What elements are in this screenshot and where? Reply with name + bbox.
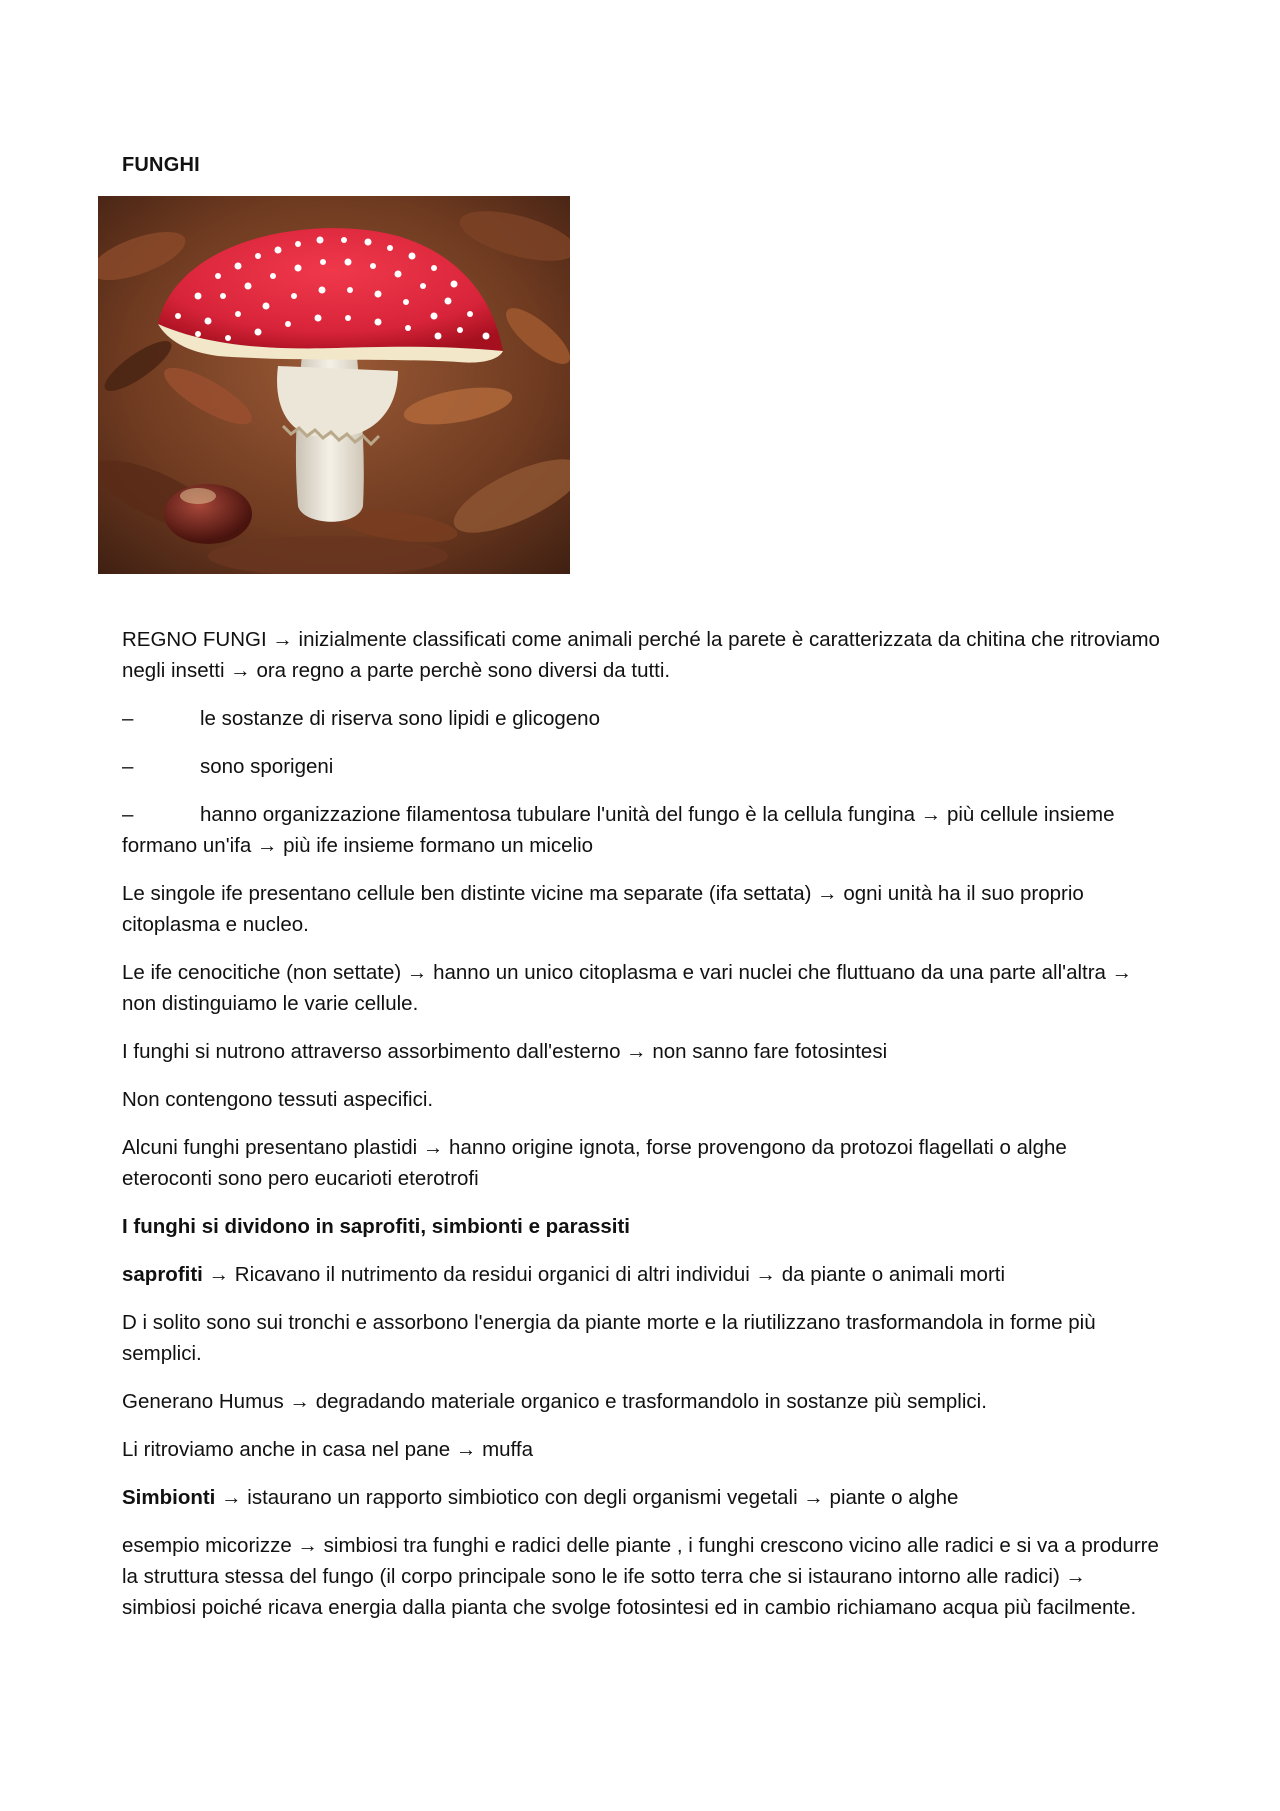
- paragraph: Li ritroviamo anche in casa nel pane → muffa: [122, 1438, 533, 1461]
- bold-text: I funghi si dividono in saprofiti, simbionti e parassiti: [122, 1215, 630, 1238]
- document-body: [122, 624, 1162, 1640]
- list-item: [122, 703, 1162, 734]
- section-heading: [122, 1211, 1162, 1242]
- list-marker: –: [122, 803, 134, 826]
- list-item: [122, 799, 1162, 861]
- paragraph-text: → Ricavano il nutrimento da residui organici di altri individui → da piante o animali morti: [202, 1263, 1006, 1286]
- mushroom-illustration: [98, 196, 570, 574]
- paragraph-text: → istaurano un rapporto simbiotico con degli organismi vegetali → piante o alghe: [215, 1486, 959, 1509]
- paragraph: esempio micorizze → simbiosi tra funghi e radici delle piante , i funghi crescono vicino alle radici e si va a produrre la struttura stessa del fungo (il corpo principale sono le ife sotto terra che si istaurano intorno alle radici) → simbiosi poiché ricava energia dalla pianta che svolge fotosintesi ed in cambio richiamano acqua più facilmente.: [122, 1534, 1159, 1619]
- list-item-text: hanno organizzazione filamentosa tubulare l'unità del fungo è la cellula fungina → più cellule insieme formano un'ifa → più ife insieme formano un micelio: [122, 803, 1115, 857]
- paragraph: REGNO FUNGI → inizialmente classificati come animali perché la parete è caratterizzata da chitina che ritroviamo negli insetti → ora regno a parte perchè sono diversi da tutti.: [122, 628, 1160, 682]
- list-item: [122, 751, 1162, 782]
- mushroom-photo: [98, 196, 570, 574]
- paragraph: [122, 1259, 1162, 1290]
- paragraph: D i solito sono sui tronchi e assorbono l'energia da piante morte e la riutilizzano trasformandola in forme più semplici.: [122, 1311, 1096, 1365]
- paragraph: Generano Humus → degradando materiale organico e trasformandolo in sostanze più semplici.: [122, 1390, 987, 1413]
- paragraph: Non contengono tessuti aspecifici.: [122, 1088, 434, 1111]
- paragraph: Le ife cenocitiche (non settate) → hanno un unico citoplasma e vari nuclei che fluttuano da una parte all'altra → non distinguiamo le varie cellule.: [122, 961, 1133, 1015]
- term-simbionti: Simbionti: [122, 1486, 216, 1509]
- page-title: FUNGHI: [122, 154, 200, 176]
- paragraph: I funghi si nutrono attraverso assorbimento dall'esterno → non sanno fare fotosintesi: [122, 1040, 888, 1063]
- paragraph: Alcuni funghi presentano plastidi → hanno origine ignota, forse provengono da protozoi flagellati o alghe eteroconti sono pero eucarioti eterotrofi: [122, 1136, 1067, 1190]
- paragraph: [122, 1482, 1162, 1513]
- list-item-text: le sostanze di riserva sono lipidi e glicogeno: [200, 707, 600, 730]
- term-saprofiti: saprofiti: [122, 1263, 203, 1286]
- list-marker: –: [122, 755, 134, 778]
- paragraph: Le singole ife presentano cellule ben distinte vicine ma separate (ifa settata) → ogni unità ha il suo proprio citoplasma e nucleo.: [122, 882, 1084, 936]
- list-marker: –: [122, 707, 134, 730]
- list-item-text: sono sporigeni: [200, 755, 334, 778]
